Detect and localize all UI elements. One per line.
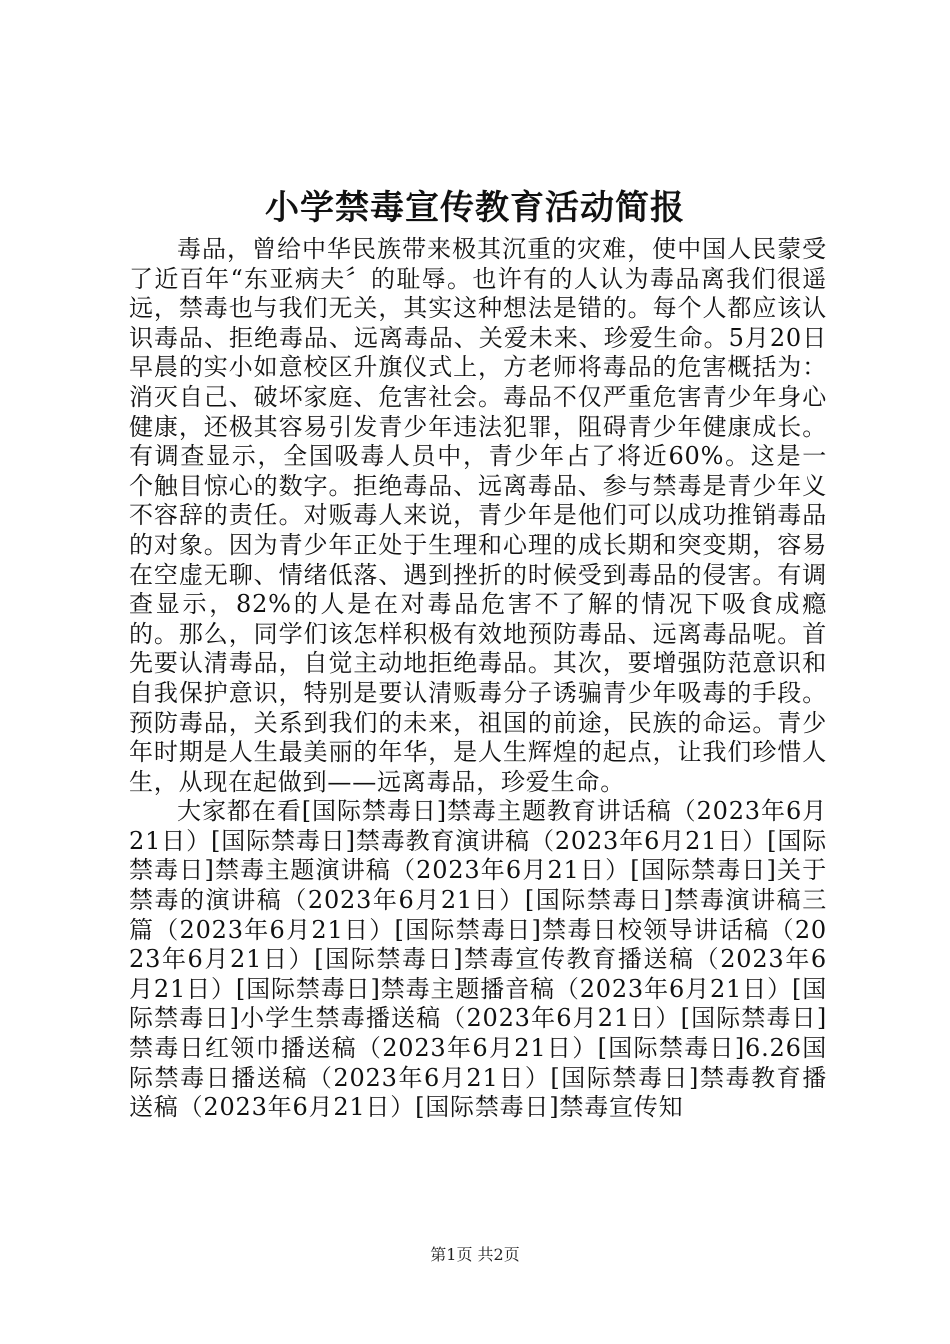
document-body <box>129 235 827 1123</box>
body-paragraph-1: 毒品，曾给中华民族带来极其沉重的灾难，使中国人民蒙受了近百年“东亚病夫〞的耻辱。也许有的人认为毒品离我们很遥远，禁毒也与我们无关，其实这种想法是错的。每个人都应该认识毒品、拒绝毒品、远离毒品、关爱未来、珍爱生命。5月20日早晨的实小如意校区升旗仪式上，方老师将毒品的危害概括为：消灭自己、破坏家庭、危害社会。毒品不仅严重危害青少年身心健康，还极其容易引发青少年违法犯罪，阻碍青少年健康成长。有调查显示，全国吸毒人员中，青少年占了将近60%。这是一个触目惊心的数字。拒绝毒品、远离毒品、参与禁毒是青少年义不容辞的责任。对贩毒人来说，青少年是他们可以成功推销毒品的对象。因为青少年正处于生理和心理的成长期和突变期，容易在空虚无聊、情绪低落、遇到挫折的时候受到毒品的侵害。有调查显示，82%的人是在对毒品危害不了解的情况下吸食成瘾的。那么，同学们该怎样积极有效地预防毒品、远离毒品呢。首先要认清毒品，自觉主动地拒绝毒品。其次，要增强防范意识和自我保护意识，特别是要认清贩毒分子诱骗青少年吸毒的手段。预防毒品，关系到我们的未来，祖国的前途，民族的命运。青少年时期是人生最美丽的年华，是人生辉煌的起点，让我们珍惜人生，从现在起做到——远离毒品，珍爱生命。 <box>129 235 827 796</box>
page-number-footer: 第1页 共2页 <box>430 1245 520 1264</box>
body-paragraph-2: 大家都在看[国际禁毒日]禁毒主题教育讲话稿（2023年6月21日）[国际禁毒日]禁毒教育演讲稿（2023年6月21日）[国际禁毒日]禁毒主题演讲稿（2023年6月21日）[国际禁毒日]关于禁毒的演讲稿（2023年6月21日）[国际禁毒日]禁毒演讲稿三篇（2023年6月21日）[国际禁毒日]禁毒日校领导讲话稿（2023年6月21日）[国际禁毒日]禁毒宣传教育播送稿（2023年6月21日）[国际禁毒日]禁毒主题播音稿（2023年6月21日）[国际禁毒日]小学生禁毒播送稿（2023年6月21日）[国际禁毒日]禁毒日红领巾播送稿（2023年6月21日）[国际禁毒日]6.26国际禁毒日播送稿（2023年6月21日）[国际禁毒日]禁毒教育播送稿（2023年6月21日）[国际禁毒日]禁毒宣传知 <box>129 797 827 1122</box>
document-title: 小学禁毒宣传教育活动简报 <box>265 188 685 228</box>
